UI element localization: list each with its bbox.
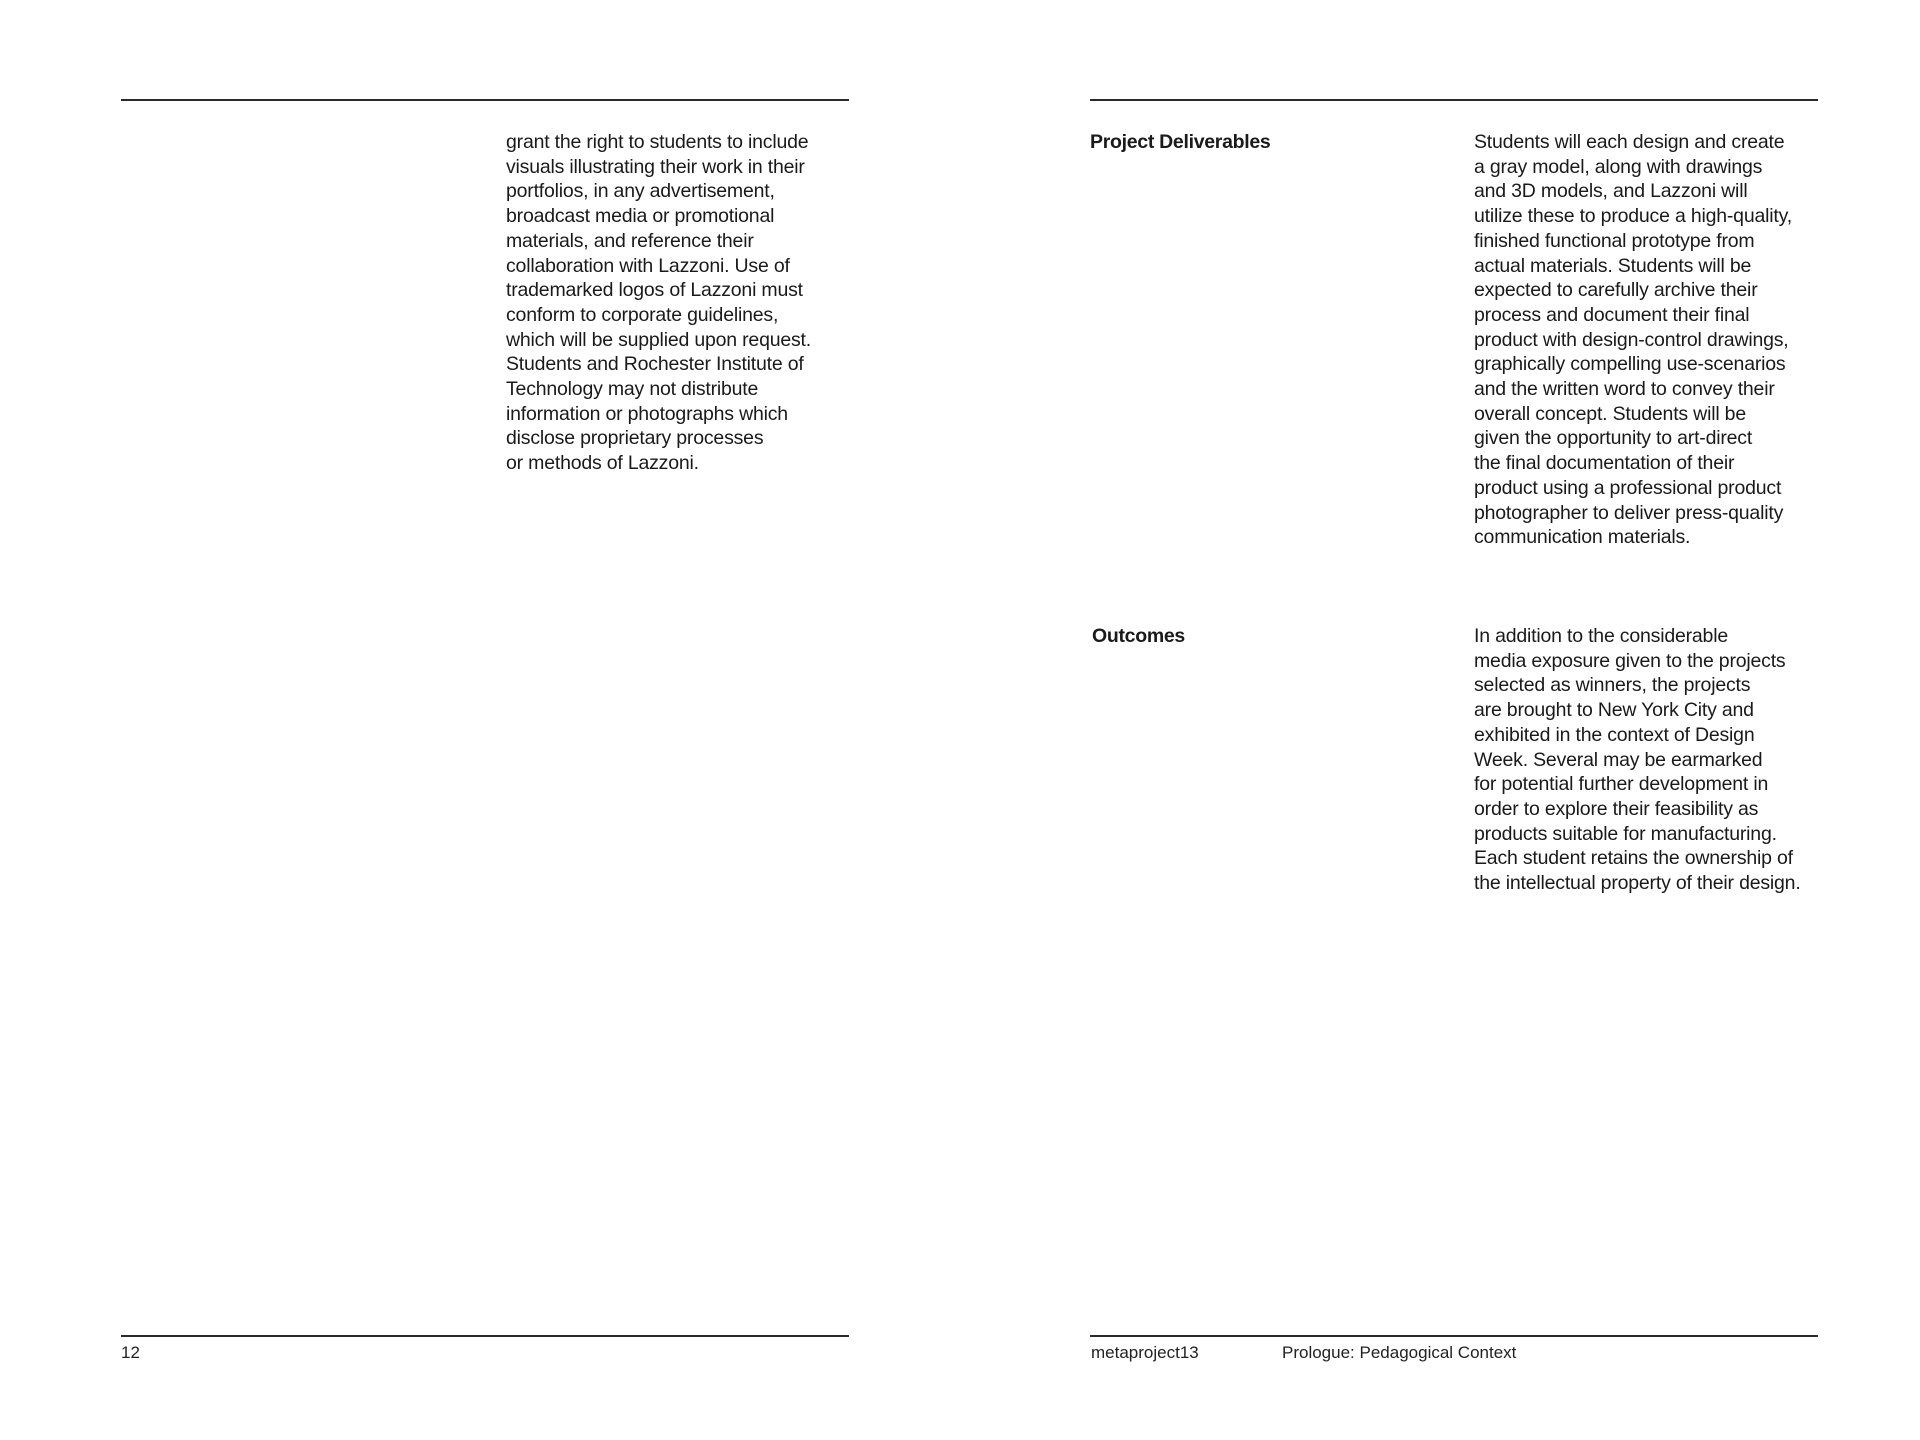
body-line: order to explore their feasibility as (1474, 797, 1759, 820)
body-line: overall concept. Students will be (1474, 402, 1746, 425)
body-line: a gray model, along with drawings (1474, 155, 1763, 178)
body-line: given the opportunity to art-direct (1474, 427, 1753, 450)
body-line: grant the right to students to include (506, 131, 809, 153)
body-line: exhibited in the context of Design (1474, 723, 1755, 746)
body-line: finished functional prototype from (1474, 229, 1755, 252)
body-line: communication materials. (1474, 526, 1691, 549)
body-line: for potential further development in (1474, 773, 1769, 796)
body-line: utilize these to produce a high-quality, (1474, 205, 1792, 228)
body-line: product with design-control drawings, (1474, 328, 1789, 351)
body-line: broadcast media or promotional (506, 205, 775, 228)
body-line: expected to carefully archive their (1474, 279, 1758, 302)
body-line: materials, and reference their (506, 229, 754, 252)
body-line: Students and Rochester Institute of (506, 353, 804, 376)
body-line: trademarked logos of Lazzoni must (506, 279, 803, 302)
body-line: selected as winners, the projects (1474, 674, 1751, 697)
body-line: process and document their final (1474, 303, 1750, 326)
right-page-top-rule (1090, 99, 1818, 101)
body-line: conform to corporate guidelines, (506, 303, 779, 326)
body-line: product using a professional product (1474, 476, 1782, 499)
body-line: collaboration with Lazzoni. Use of (506, 254, 790, 277)
footer-publication-title: metaproject13 (1091, 1343, 1199, 1362)
body-line: or methods of Lazzoni. (506, 452, 699, 475)
body-line: graphically compelling use-scenarios (1474, 353, 1786, 376)
body-line: Students will each design and create (1474, 131, 1785, 153)
body-line: portfolios, in any advertisement, (506, 180, 775, 203)
body-line: photographer to deliver press-quality (1474, 501, 1784, 524)
page-number: 12 (121, 1343, 140, 1362)
right-page-bottom-rule (1090, 1335, 1818, 1337)
body-line: disclose proprietary processes (506, 427, 764, 450)
outcomes-text (1474, 624, 1801, 896)
left-page-bottom-rule (121, 1335, 849, 1337)
body-line: media exposure given to the projects (1474, 649, 1786, 672)
body-line: Each student retains the ownership of (1474, 847, 1793, 870)
body-line: and the written word to convey their (1474, 378, 1775, 401)
body-line: products suitable for manufacturing. (1474, 822, 1777, 845)
body-line: Technology may not distribute (506, 378, 759, 401)
body-line: visuals illustrating their work in their (506, 155, 805, 178)
body-line: and 3D models, and Lazzoni will (1474, 180, 1748, 203)
body-line: Week. Several may be earmarked (1474, 748, 1763, 771)
body-line: which will be supplied upon request. (506, 328, 811, 351)
section-heading-outcomes: Outcomes (1092, 625, 1185, 647)
section-heading-project-deliverables: Project Deliverables (1090, 131, 1271, 153)
body-line: actual materials. Students will be (1474, 254, 1752, 277)
left-page-body-text (506, 130, 811, 476)
left-page-top-rule (121, 99, 849, 101)
body-line: are brought to New York City and (1474, 699, 1754, 722)
footer-section-title: Prologue: Pedagogical Context (1282, 1343, 1517, 1362)
body-line: In addition to the considerable (1474, 625, 1728, 647)
body-line: the final documentation of their (1474, 452, 1735, 475)
body-line: the intellectual property of their design. (1474, 872, 1801, 895)
project-deliverables-text (1474, 130, 1792, 550)
body-line: information or photographs which (506, 402, 788, 425)
